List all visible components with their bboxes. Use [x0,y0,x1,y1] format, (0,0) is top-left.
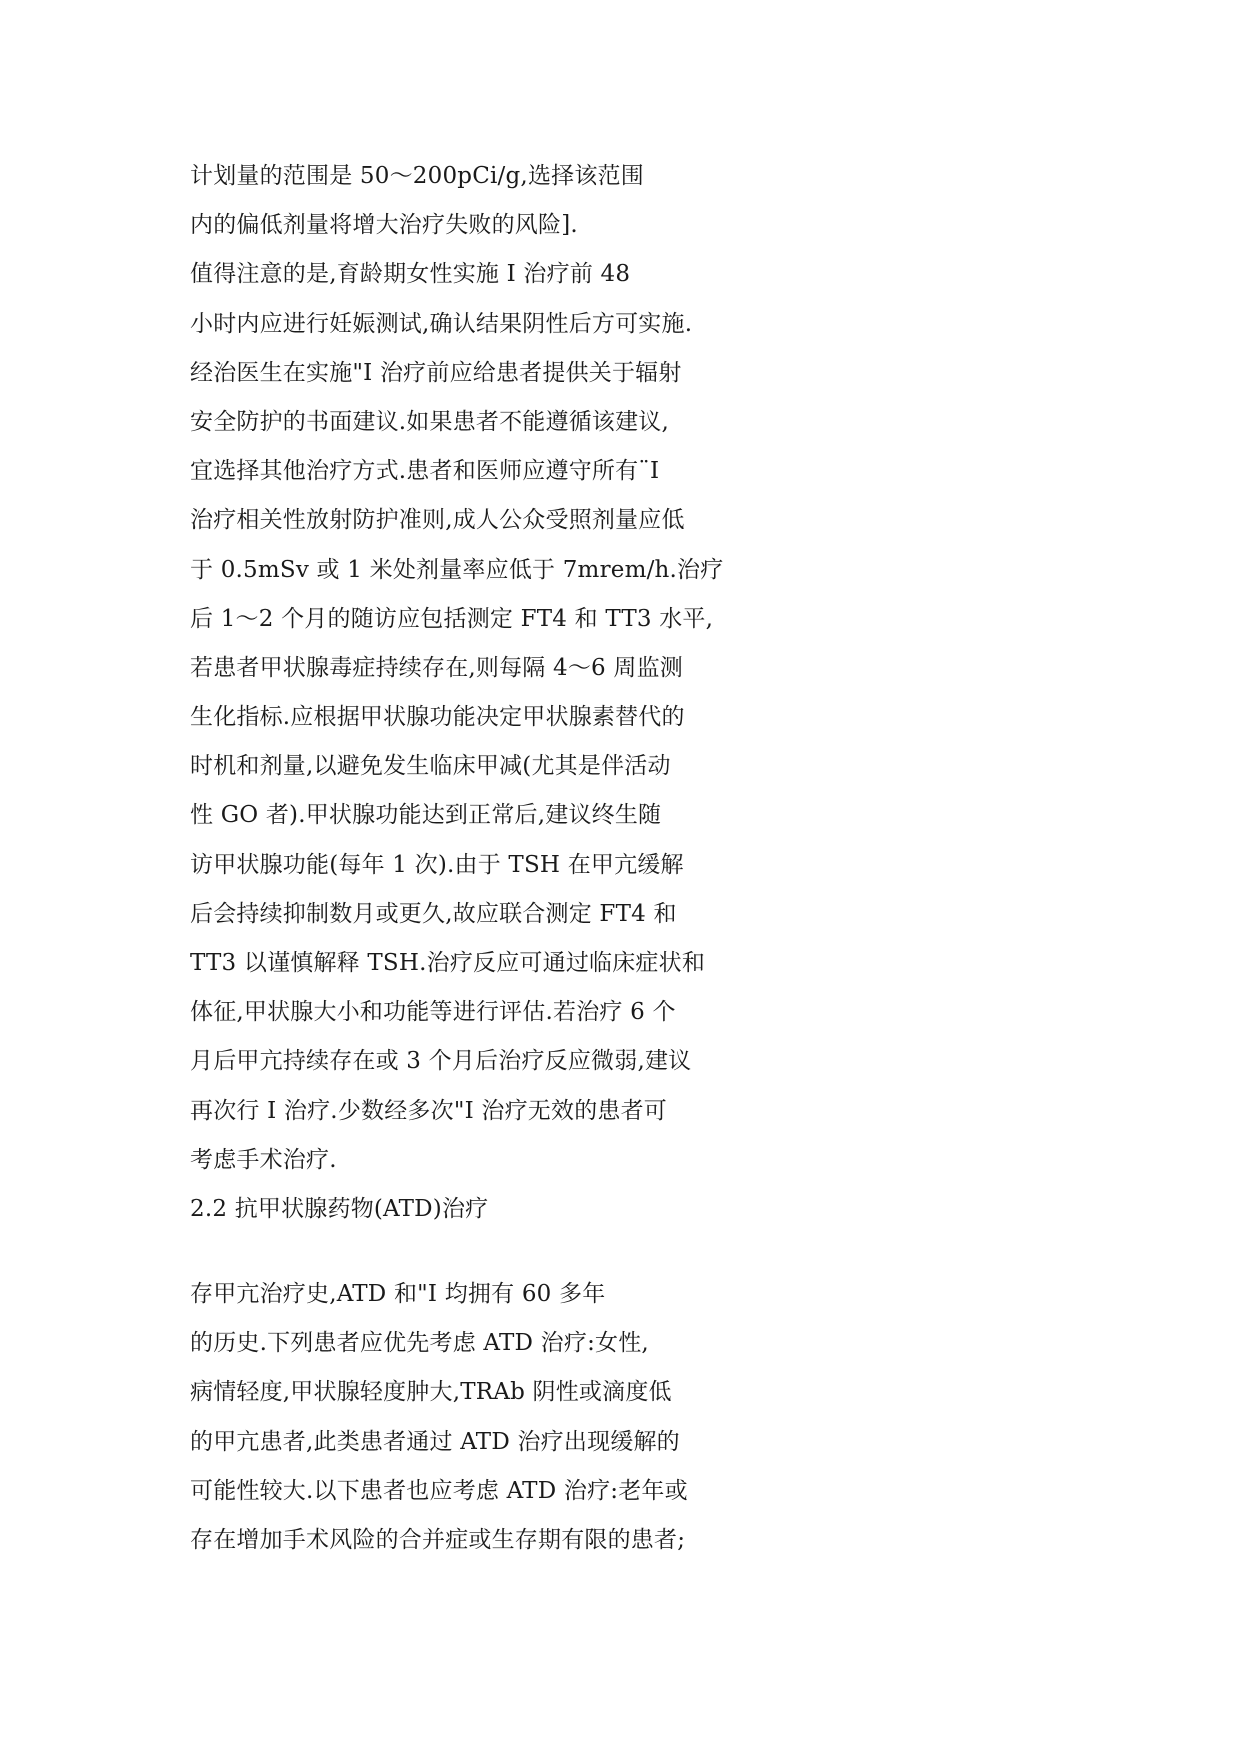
text-line: 可能性较大.以下患者也应考虑 ATD 治疗:老年或 [190,1477,688,1504]
text-line: 病情轻度,甲状腺轻度肿大,TRAb 阴性或滴度低 [190,1379,672,1406]
text-line: 经治医生在实施"I 治疗前应给患者提供关于辐射 [190,359,682,386]
text-line: 访甲状腺功能(每年 1 次).由于 TSH 在甲亢缓解 [190,851,684,878]
text-line: 性 GO 者).甲状腺功能达到正常后,建议终生随 [190,802,662,829]
text-line: 时机和剂量,以避免发生临床甲减(尤其是伴活动 [190,753,671,780]
text-line: 治疗相关性放射防护准则,成人公众受照剂量应低 [190,507,685,534]
text-line: 若患者甲状腺毒症持续存在,则每隔 4～6 周监测 [190,654,683,681]
text-line: 计划量的范围是 50～200pCi/g,选择该范围 [190,163,644,189]
paragraph-block-radioiodine [190,152,750,1234]
text-line: 值得注意的是,育龄期女性实施 I 治疗前 48 [190,261,631,288]
text-line: 体征,甲状腺大小和功能等进行评估.若治疗 6 个 [190,999,676,1026]
text-line: TT3 以谨慎解释 TSH.治疗反应可通过临床症状和 [190,950,706,976]
text-line: 再次行 I 治疗.少数经多次"I 治疗无效的患者可 [190,1097,667,1124]
text-line: 存在增加手术风险的合并症或生存期有限的患者; [190,1526,686,1553]
text-line: 月后甲亢持续存在或 3 个月后治疗反应微弱,建议 [190,1048,692,1075]
text-line: 考虑手术治疗. [190,1146,337,1173]
text-line: 小时内应进行妊娠测试,确认结果阴性后方可实施. [190,310,693,337]
text-line: 存甲亢治疗史,ATD 和"I 均拥有 60 多年 [190,1281,606,1307]
text-line: 安全防护的书面建议.如果患者不能遵循该建议, [190,408,670,435]
text-line: 宜选择其他治疗方式.患者和医师应遵守所有¨I [190,458,660,485]
text-line: 的甲亢患者,此类患者通过 ATD 治疗出现缓解的 [190,1428,680,1455]
text-line: 后会持续抑制数月或更久,故应联合测定 FT4 和 [190,900,677,927]
text-line: 内的偏低剂量将增大治疗失败的风险]. [190,212,578,239]
text-line: 于 0.5mSv 或 1 米处剂量率应低于 7mrem/h.治疗 [190,556,724,583]
text-line: 后 1～2 个月的随访应包括测定 FT4 和 TT3 水平, [190,605,714,632]
section-heading: 2.2 抗甲状腺药物(ATD)治疗 [190,1195,489,1222]
text-line: 生化指标.应根据甲状腺功能决定甲状腺素替代的 [190,704,685,731]
paragraph-block-atd [190,1270,750,1565]
text-line: 的历史.下列患者应优先考虑 ATD 治疗:女性, [190,1330,649,1357]
